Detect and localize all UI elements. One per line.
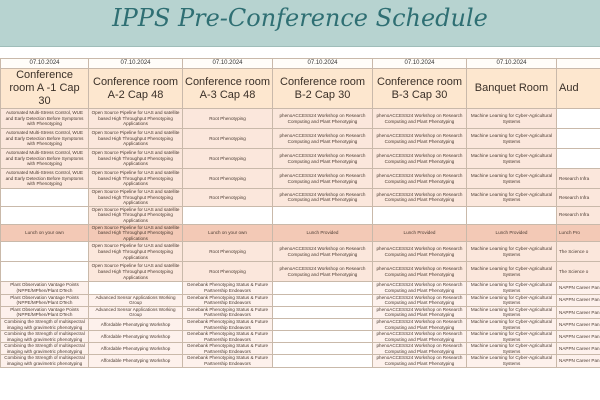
session-cell: Open Source Pipeline for UAS and satellite based High Throughput Phenotyping Applications [89,109,183,129]
schedule-body [1,59,600,368]
session-cell: Root Phenotyping [183,129,273,149]
session-cell [273,355,373,367]
session-cell: Affordable Phenotyping Workshop [89,355,183,367]
session-cell [467,206,557,224]
schedule-row [1,306,600,318]
session-cell: phenoACCESS24 Workshop on Research Computing and Plant Phenotyping [273,189,373,207]
session-cell [273,306,373,318]
session-cell: Automated Multi-Stress Control, WUE and Early Detection Before Symptoms with Phenotyping [1,129,89,149]
session-cell: Open Source Pipeline for UAS and satellite based High Throughput Phenotyping Applications [89,206,183,224]
date-cell: 07.10.2024 [467,59,557,69]
schedule-row [1,282,600,294]
session-cell: Genebank Phenotyping Status & Future Partnership Endeavors [183,306,273,318]
session-cell: phenoACCESS24 Workshop on Research Computing and Plant Phenotyping [373,149,467,169]
schedule-row [1,189,600,207]
session-cell [557,109,600,129]
session-cell: Advanced Sensor Applications Working Group [89,306,183,318]
session-cell: Research Infra [557,206,600,224]
schedule-row [1,109,600,129]
session-cell: Machine Learning for Cyber-Agricultural Systems [467,189,557,207]
session-cell: Open Source Pipeline for UAS and satellite based High Throughput Phenotyping Applications [89,169,183,189]
room-header: Banquet Room [467,69,557,109]
session-cell: Lunch Pro [557,224,600,242]
session-cell: phenoACCESS24 Workshop on Research Computing and Plant Phenotyping [273,242,373,262]
session-cell [1,262,89,282]
schedule-row [1,331,600,343]
session-cell: Genebank Phenotyping Status & Future Partnership Endeavors [183,318,273,330]
session-cell: Machine Learning for Cyber-Agricultural Systems [467,294,557,306]
session-cell [373,206,467,224]
schedule-row [1,242,600,262]
date-cell: 07.10.2024 [273,59,373,69]
session-cell: Affordable Phenotyping Workshop [89,331,183,343]
session-cell: phenoACCESS24 Workshop on Research Computing and Plant Phenotyping [373,189,467,207]
session-cell [273,282,373,294]
room-header: Conference room B-3 Cap 30 [373,69,467,109]
session-cell [557,129,600,149]
session-cell [1,189,89,207]
session-cell: Machine Learning for Cyber-Agricultural Systems [467,242,557,262]
session-cell [1,206,89,224]
session-cell: NAPPN Career Pan [557,355,600,367]
schedule-row [1,294,600,306]
session-cell: Combining the Strength of multispectral imaging with gravimetric phenotyping [1,318,89,330]
session-cell [183,206,273,224]
session-cell [273,331,373,343]
session-cell: Research Infra [557,189,600,207]
session-cell: Lunch on your own [1,224,89,242]
session-cell: Genebank Phenotyping Status & Future Partnership Endeavors [183,282,273,294]
session-cell: phenoACCESS24 Workshop on Research Computing and Plant Phenotyping [373,318,467,330]
session-cell: Root Phenotyping [183,189,273,207]
session-cell: Genebank Phenotyping Status & Future Partnership Endeavors [183,355,273,367]
session-cell: phenoACCESS24 Workshop on Research Computing and Plant Phenotyping [373,169,467,189]
session-cell: Machine Learning for Cyber-Agricultural Systems [467,282,557,294]
session-cell: Lunch Provided [273,224,373,242]
session-cell: phenoACCESS24 Workshop on Research Computing and Plant Phenotyping [373,129,467,149]
session-cell: Machine Learning for Cyber-Agricultural Systems [467,262,557,282]
date-cell: 07.10.2024 [183,59,273,69]
session-cell: The Science o [557,262,600,282]
schedule-row [1,206,600,224]
schedule-row [1,224,600,242]
session-cell: NAPPN Career Pan [557,294,600,306]
session-cell: Machine Learning for Cyber-Agricultural Systems [467,109,557,129]
session-cell: Open Source Pipeline for UAS and satellite based High Throughput Phenotyping Applications [89,262,183,282]
session-cell: phenoACCESS24 Workshop on Research Computing and Plant Phenotyping [373,331,467,343]
session-cell: phenoACCESS24 Workshop on Research Computing and Plant Phenotyping [373,242,467,262]
schedule-row [1,262,600,282]
room-header: Conference room B-2 Cap 30 [273,69,373,109]
session-cell: Root Phenotyping [183,149,273,169]
session-cell: Research Infra [557,169,600,189]
session-cell: Machine Learning for Cyber-Agricultural Systems [467,355,557,367]
session-cell: The Science o [557,242,600,262]
room-header: Aud [557,69,600,109]
session-cell: phenoACCESS24 Workshop on Research Computing and Plant Phenotyping [273,109,373,129]
session-cell: Open Source Pipeline for UAS and satellite based High Throughput Phenotyping Applications [89,242,183,262]
session-cell: Open Source Pipeline for UAS and satellite based High Throughput Phenotyping Applications [89,189,183,207]
session-cell: Genebank Phenotyping Status & Future Partnership Endeavors [183,331,273,343]
session-cell: Open Source Pipeline for UAS and satellite based High Throughput Phenotyping Applications [89,224,183,242]
session-cell: Machine Learning for Cyber-Agricultural Systems [467,331,557,343]
session-cell: Root Phenotyping [183,109,273,129]
session-cell: NAPPN Career Pan [557,306,600,318]
session-cell [273,294,373,306]
room-header: Conference room A-2 Cap 48 [89,69,183,109]
session-cell [273,318,373,330]
session-cell: Genebank Phenotyping Status & Future Partnership Endeavors [183,343,273,355]
session-cell: phenoACCESS24 Workshop on Research Computing and Plant Phenotyping [373,262,467,282]
session-cell: NAPPN Career Pan [557,318,600,330]
date-cell: 07.10.2024 [1,59,89,69]
session-cell: Combining the Strength of multispectral imaging with gravimetric phenotyping [1,343,89,355]
session-cell [557,149,600,169]
session-cell: Combining the Strength of multispectral imaging with gravimetric phenotyping [1,355,89,367]
room-header: Conference room A -1 Cap 30 [1,69,89,109]
session-cell: Machine Learning for Cyber-Agricultural Systems [467,306,557,318]
session-cell: Machine Learning for Cyber-Agricultural Systems [467,169,557,189]
session-cell: phenoACCESS24 Workshop on Research Computing and Plant Phenotyping [273,169,373,189]
session-cell: Automated Multi-Stress Control, WUE and Early Detection Before Symptoms with Phenotyping [1,169,89,189]
session-cell: phenoACCESS24 Workshop on Research Computing and Plant Phenotyping [373,306,467,318]
session-cell [89,282,183,294]
session-cell: Lunch on your own [183,224,273,242]
session-cell: Affordable Phenotyping Workshop [89,318,183,330]
schedule-grid [0,58,600,368]
session-cell: Automated Multi-Stress Control, WUE and Early Detection Before Symptoms with Phenotyping [1,149,89,169]
session-cell: Combining the Strength of multispectral imaging with gravimetric phenotyping [1,331,89,343]
session-cell: Plant Observation Vantage Points (NPPE/MPhen/Plant DTech [1,294,89,306]
session-cell: Plant Observation Vantage Points (NPPE/MPhen/Plant DTech [1,282,89,294]
session-cell: Root Phenotyping [183,262,273,282]
date-row [1,59,600,69]
session-cell: Open Source Pipeline for UAS and satellite based High Throughput Phenotyping Applications [89,149,183,169]
session-cell [273,343,373,355]
session-cell: NAPPN Career Pan [557,331,600,343]
schedule-row [1,149,600,169]
session-cell: Machine Learning for Cyber-Agricultural Systems [467,318,557,330]
room-header-row [1,69,600,109]
session-cell: phenoACCESS24 Workshop on Research Computing and Plant Phenotyping [373,355,467,367]
session-cell: Machine Learning for Cyber-Agricultural Systems [467,343,557,355]
session-cell: phenoACCESS24 Workshop on Research Computing and Plant Phenotyping [273,129,373,149]
session-cell: Machine Learning for Cyber-Agricultural Systems [467,129,557,149]
schedule-row [1,169,600,189]
schedule-row [1,355,600,367]
room-header: Conference room A-3 Cap 48 [183,69,273,109]
schedule-table [0,58,600,368]
page-title: IPPS Pre-Conference Schedule [112,4,488,32]
session-cell: Advanced Sensor Applications Working Group [89,294,183,306]
session-cell: Genebank Phenotyping Status & Future Partnership Endeavors [183,294,273,306]
date-cell: 07.10.2024 [373,59,467,69]
session-cell: Affordable Phenotyping Workshop [89,343,183,355]
session-cell [1,242,89,262]
session-cell: Open Source Pipeline for UAS and satellite based High Throughput Phenotyping Applications [89,129,183,149]
session-cell: Automated Multi-Stress Control, WUE and Early Detection Before Symptoms with Phenotyping [1,109,89,129]
session-cell: phenoACCESS24 Workshop on Research Computing and Plant Phenotyping [373,282,467,294]
date-cell: 07.10.2024 [89,59,183,69]
session-cell: phenoACCESS24 Workshop on Research Computing and Plant Phenotyping [373,343,467,355]
schedule-row [1,343,600,355]
session-cell: NAPPN Career Pan [557,343,600,355]
session-cell: NAPPN Career Pan [557,282,600,294]
session-cell: phenoACCESS24 Workshop on Research Computing and Plant Phenotyping [373,109,467,129]
session-cell: phenoACCESS24 Workshop on Research Computing and Plant Phenotyping [273,149,373,169]
session-cell: phenoACCESS24 Workshop on Research Computing and Plant Phenotyping [273,262,373,282]
session-cell: Root Phenotyping [183,242,273,262]
session-cell: Root Phenotyping [183,169,273,189]
session-cell: Lunch Provided [467,224,557,242]
session-cell [273,206,373,224]
session-cell: Machine Learning for Cyber-Agricultural Systems [467,149,557,169]
session-cell: phenoACCESS24 Workshop on Research Computing and Plant Phenotyping [373,294,467,306]
schedule-row [1,129,600,149]
session-cell: Plant Observation Vantage Points (NPPE/MPhen/Plant DTech [1,306,89,318]
schedule-row [1,318,600,330]
date-cell [557,59,600,69]
session-cell: Lunch Provided [373,224,467,242]
